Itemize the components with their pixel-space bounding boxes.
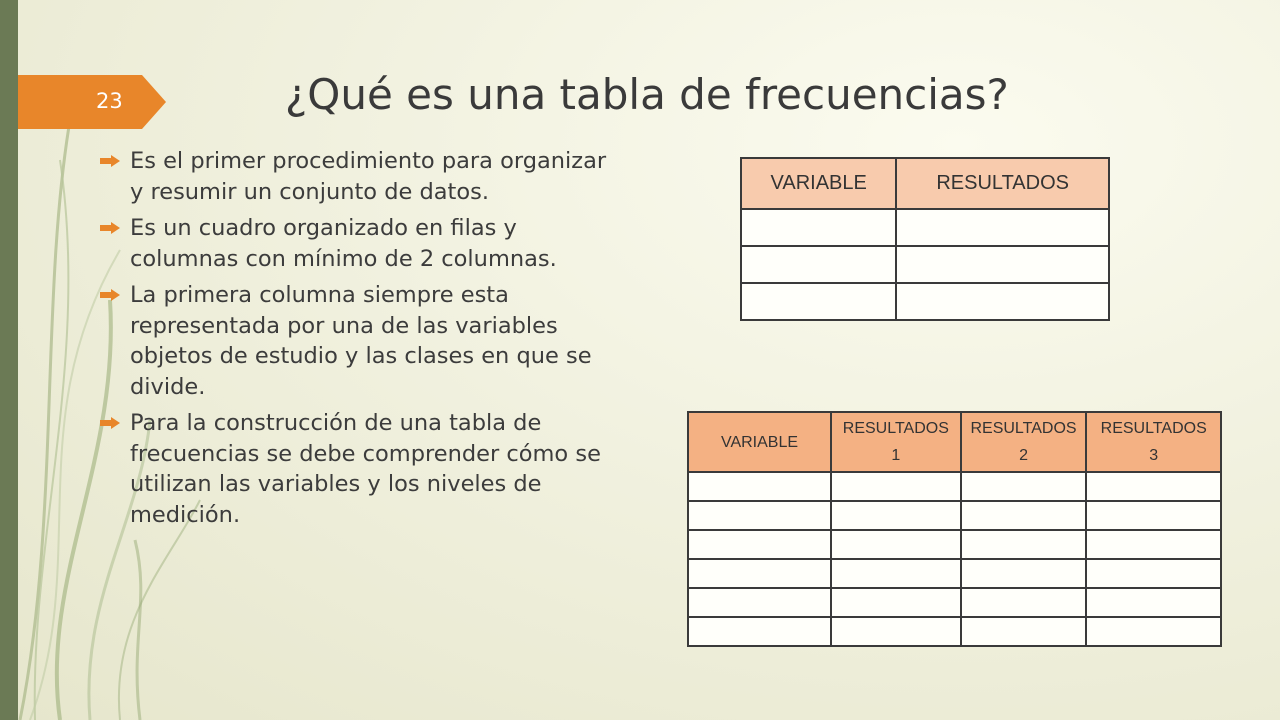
table-cell — [1086, 472, 1221, 501]
table-cell — [831, 472, 961, 501]
table-cell — [961, 501, 1087, 530]
table-cell — [831, 559, 961, 588]
bullet-list — [100, 146, 612, 536]
slide-title: ¿Qué es una tabla de frecuencias? — [285, 70, 1009, 119]
table-row — [688, 472, 1221, 501]
table-cell — [1086, 617, 1221, 646]
frequency-table-four-columns — [687, 411, 1222, 647]
table-cell — [896, 209, 1109, 246]
table-cell — [831, 530, 961, 559]
header-resultados: RESULTADOS — [896, 158, 1109, 209]
table-cell — [961, 530, 1087, 559]
table-cell — [1086, 530, 1221, 559]
table-cell — [961, 472, 1087, 501]
slide-number: 23 — [96, 89, 123, 113]
table-cell — [831, 501, 961, 530]
bullet-text: Es el primer procedimiento para organizar y resumir un conjunto de datos. — [130, 148, 607, 205]
table-cell — [688, 559, 831, 588]
table-cell — [1086, 501, 1221, 530]
bullet-text: La primera columna siempre esta representada por una de las variables objetos de estudio y las clases en que se divide. — [130, 282, 592, 400]
table-row — [741, 209, 1109, 246]
header-line: RESULTADOS — [842, 420, 949, 437]
header-line: RESULTADOS — [970, 420, 1077, 437]
table-cell — [1086, 588, 1221, 617]
header-line: 3 — [1149, 447, 1159, 464]
arrow-bullet-icon — [100, 155, 120, 167]
table-row — [688, 501, 1221, 530]
header-line: RESULTADOS — [1100, 420, 1207, 437]
table-row — [688, 530, 1221, 559]
table-cell — [688, 530, 831, 559]
table-cell — [688, 617, 831, 646]
table-cell — [688, 501, 831, 530]
table-row — [741, 246, 1109, 283]
table-cell — [741, 246, 896, 283]
header-line: VARIABLE — [720, 433, 799, 451]
bullet-text: Para la construcción de una tabla de frecuencias se debe comprender cómo se utilizan las variables y los niveles de medición. — [130, 410, 601, 528]
table-cell — [1086, 559, 1221, 588]
arrow-bullet-icon — [100, 417, 120, 429]
table-cell — [688, 472, 831, 501]
table-cell — [896, 246, 1109, 283]
table-cell — [961, 588, 1087, 617]
bullet-text: Es un cuadro organizado en filas y columnas con mínimo de 2 columnas. — [130, 215, 557, 272]
table-header-row — [741, 158, 1109, 209]
slide-number-tab — [18, 75, 166, 129]
header-variable — [688, 412, 831, 472]
header-variable: VARIABLE — [741, 158, 896, 209]
bullet-item — [100, 213, 612, 274]
header-line: 2 — [1019, 447, 1028, 464]
header-resultados-2 — [961, 412, 1087, 472]
table-cell — [741, 283, 896, 320]
table-cell — [831, 588, 961, 617]
table-row — [688, 559, 1221, 588]
bullet-item — [100, 146, 612, 207]
header-resultados-3 — [1086, 412, 1221, 472]
table-row — [741, 283, 1109, 320]
bullet-item — [100, 408, 612, 530]
table-cell — [961, 617, 1087, 646]
frequency-table-two-columns — [740, 157, 1110, 321]
table-cell — [831, 617, 961, 646]
table-cell — [688, 588, 831, 617]
table-cell — [961, 559, 1087, 588]
arrow-bullet-icon — [100, 222, 120, 234]
table-row — [688, 617, 1221, 646]
table-header-row — [688, 412, 1221, 472]
arrow-bullet-icon — [100, 289, 120, 301]
bullet-item — [100, 280, 612, 402]
header-resultados-1 — [831, 412, 961, 472]
header-line: 1 — [891, 447, 901, 464]
table-cell — [896, 283, 1109, 320]
table-cell — [741, 209, 896, 246]
table-row — [688, 588, 1221, 617]
